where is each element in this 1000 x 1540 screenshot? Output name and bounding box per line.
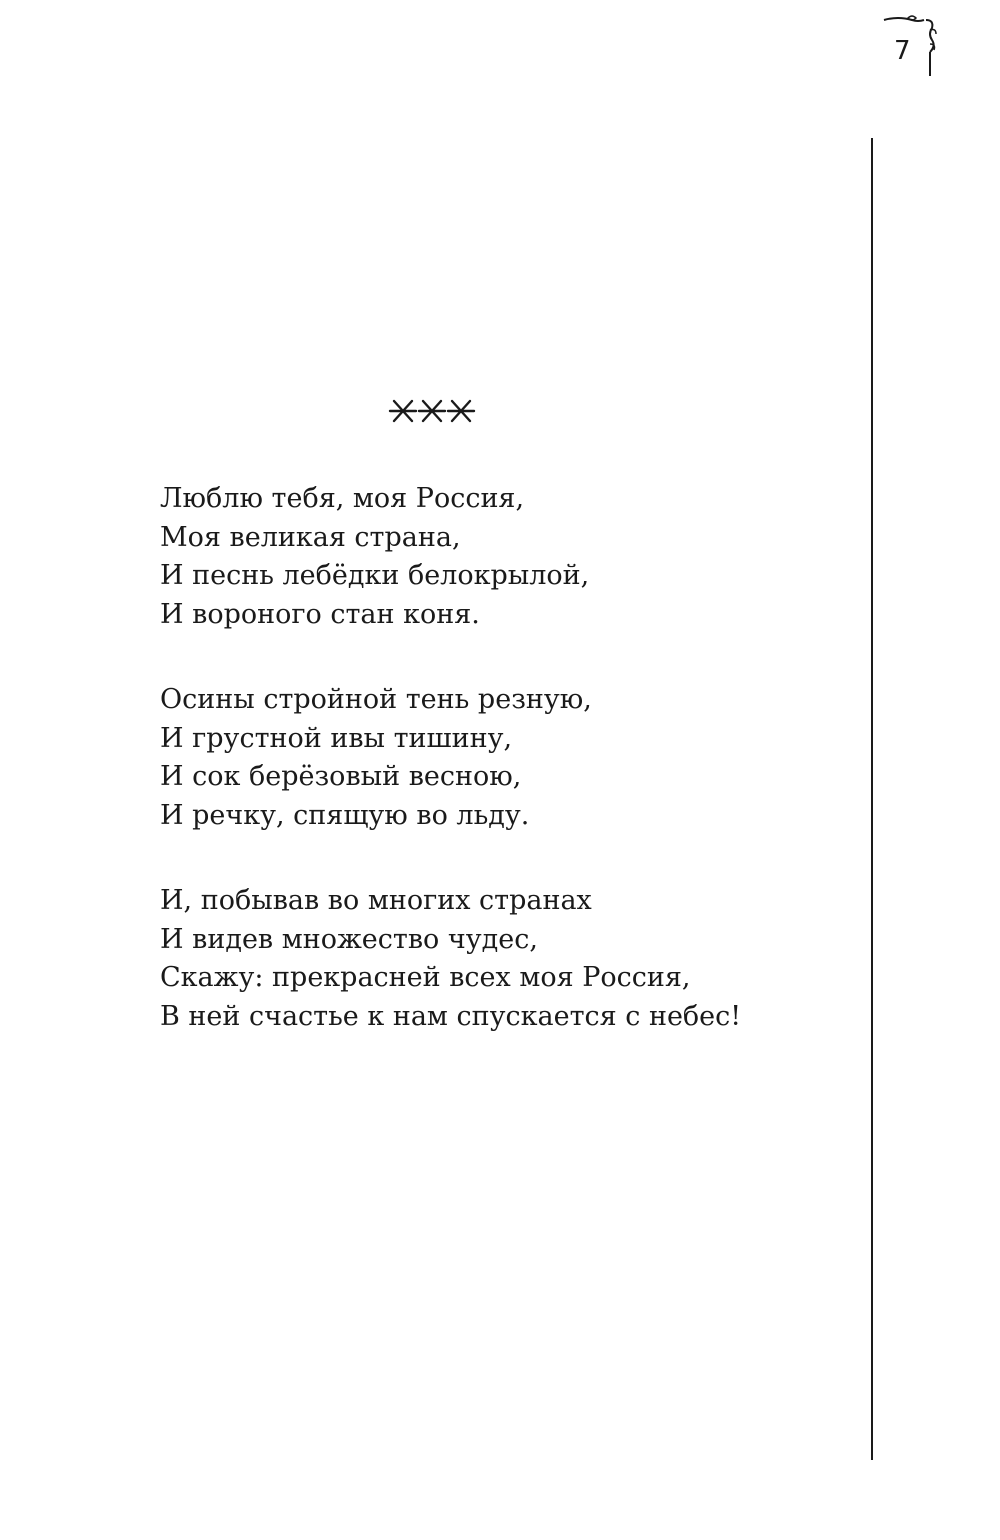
poem-line: Люблю тебя, моя Россия, — [160, 483, 525, 514]
margin-rule — [871, 138, 873, 1460]
poem-line: Моя великая страна, — [160, 521, 461, 553]
poem-line: Скажу: прекрасней всех моя Россия, — [160, 962, 691, 993]
stanza-3 — [160, 882, 860, 1036]
poem-line: И вороного стан коня. — [160, 598, 480, 630]
poem-line: И видев множество чудес, — [160, 923, 538, 955]
poem-line: Осины стройной тень резную, — [160, 684, 592, 715]
poem-line: В ней счастье к нам спускается с небес! — [160, 1000, 742, 1032]
poem-line: И, побывав во многих странах — [160, 885, 592, 916]
stanza-2 — [160, 681, 860, 835]
poem-line: И сок берёзовый весною, — [160, 761, 522, 792]
poem — [160, 480, 860, 1083]
stanza-1 — [160, 480, 860, 634]
asterism-icon — [388, 396, 476, 426]
poem-line: И песнь лебёдки белокрылой, — [160, 560, 590, 591]
poem-line: И речку, спящую во льду. — [160, 799, 530, 831]
page-number: 7 — [894, 36, 911, 66]
poem-line: И грустной ивы тишину, — [160, 722, 513, 754]
